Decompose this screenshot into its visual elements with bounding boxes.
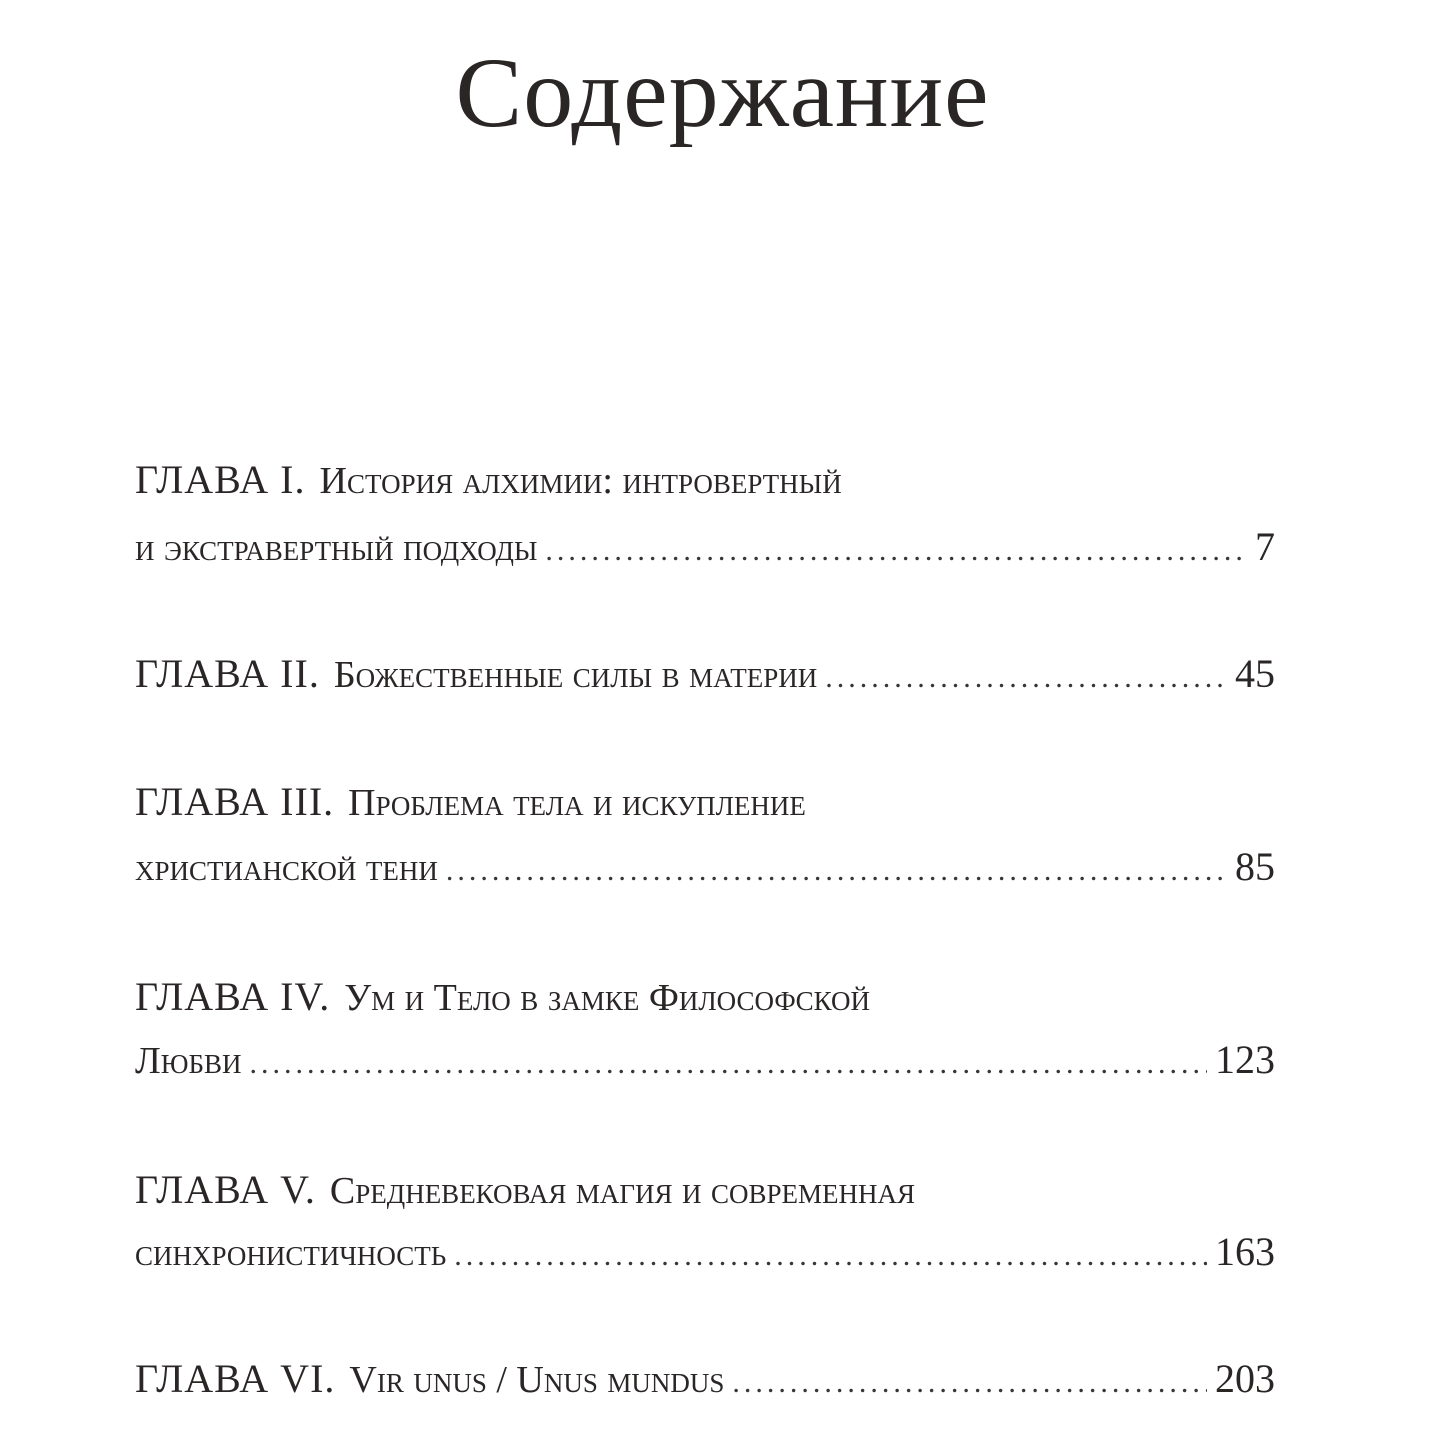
chapter-label: ГЛАВА I. (135, 457, 306, 502)
toc-entry-heading-line (135, 780, 1275, 824)
dot-leader (250, 1042, 1207, 1086)
dot-leader (825, 656, 1227, 700)
page-number: 7 (1255, 524, 1275, 569)
chapter-title-continued: Любви (135, 1040, 242, 1082)
toc-entry-heading-line (135, 1168, 1275, 1212)
chapter-label: ГЛАВА V. (135, 1167, 316, 1212)
page-number: 45 (1235, 651, 1275, 696)
chapter-title: История алхимии: интровертный (319, 460, 842, 502)
page-number: 163 (1215, 1229, 1275, 1274)
dot-leader (732, 1361, 1207, 1405)
dot-leader (446, 849, 1227, 893)
dot-leader (545, 529, 1247, 573)
chapter-title: Божественные силы в материи (333, 654, 818, 696)
toc-entry-continuation-line (135, 525, 1275, 569)
chapter-title: Проблема тела и искупление (348, 782, 806, 824)
chapter-label: ГЛАВА VI. (135, 1356, 336, 1401)
toc-entry-heading-line (135, 652, 1275, 696)
page-number: 123 (1215, 1037, 1275, 1082)
page-number: 203 (1215, 1356, 1275, 1401)
toc-entry-continuation-line (135, 1038, 1275, 1082)
chapter-title: Vir unus / Unus mundus (349, 1359, 725, 1401)
chapter-title: Ум и Тело в замке Философской (344, 977, 871, 1019)
dot-leader (454, 1234, 1207, 1278)
chapter-title-continued: и экстравертный подходы (135, 527, 538, 569)
page-title: Содержание (455, 37, 990, 148)
page-number: 85 (1235, 844, 1275, 889)
chapter-label: ГЛАВА III. (135, 779, 335, 824)
chapter-title-continued: христианской тени (135, 847, 438, 889)
toc-entry-continuation-line (135, 1230, 1275, 1274)
chapter-label: ГЛАВА II. (135, 651, 320, 696)
toc-entry-heading-line (135, 1357, 1275, 1401)
toc-entry-heading-line (135, 458, 1275, 502)
chapter-title: Средневековая магия и современная (329, 1170, 915, 1212)
chapter-title-continued: синхронистичность (135, 1232, 447, 1274)
chapter-label: ГЛАВА IV. (135, 974, 331, 1019)
toc-entry-continuation-line (135, 845, 1275, 889)
toc-entry-heading-line (135, 975, 1275, 1019)
